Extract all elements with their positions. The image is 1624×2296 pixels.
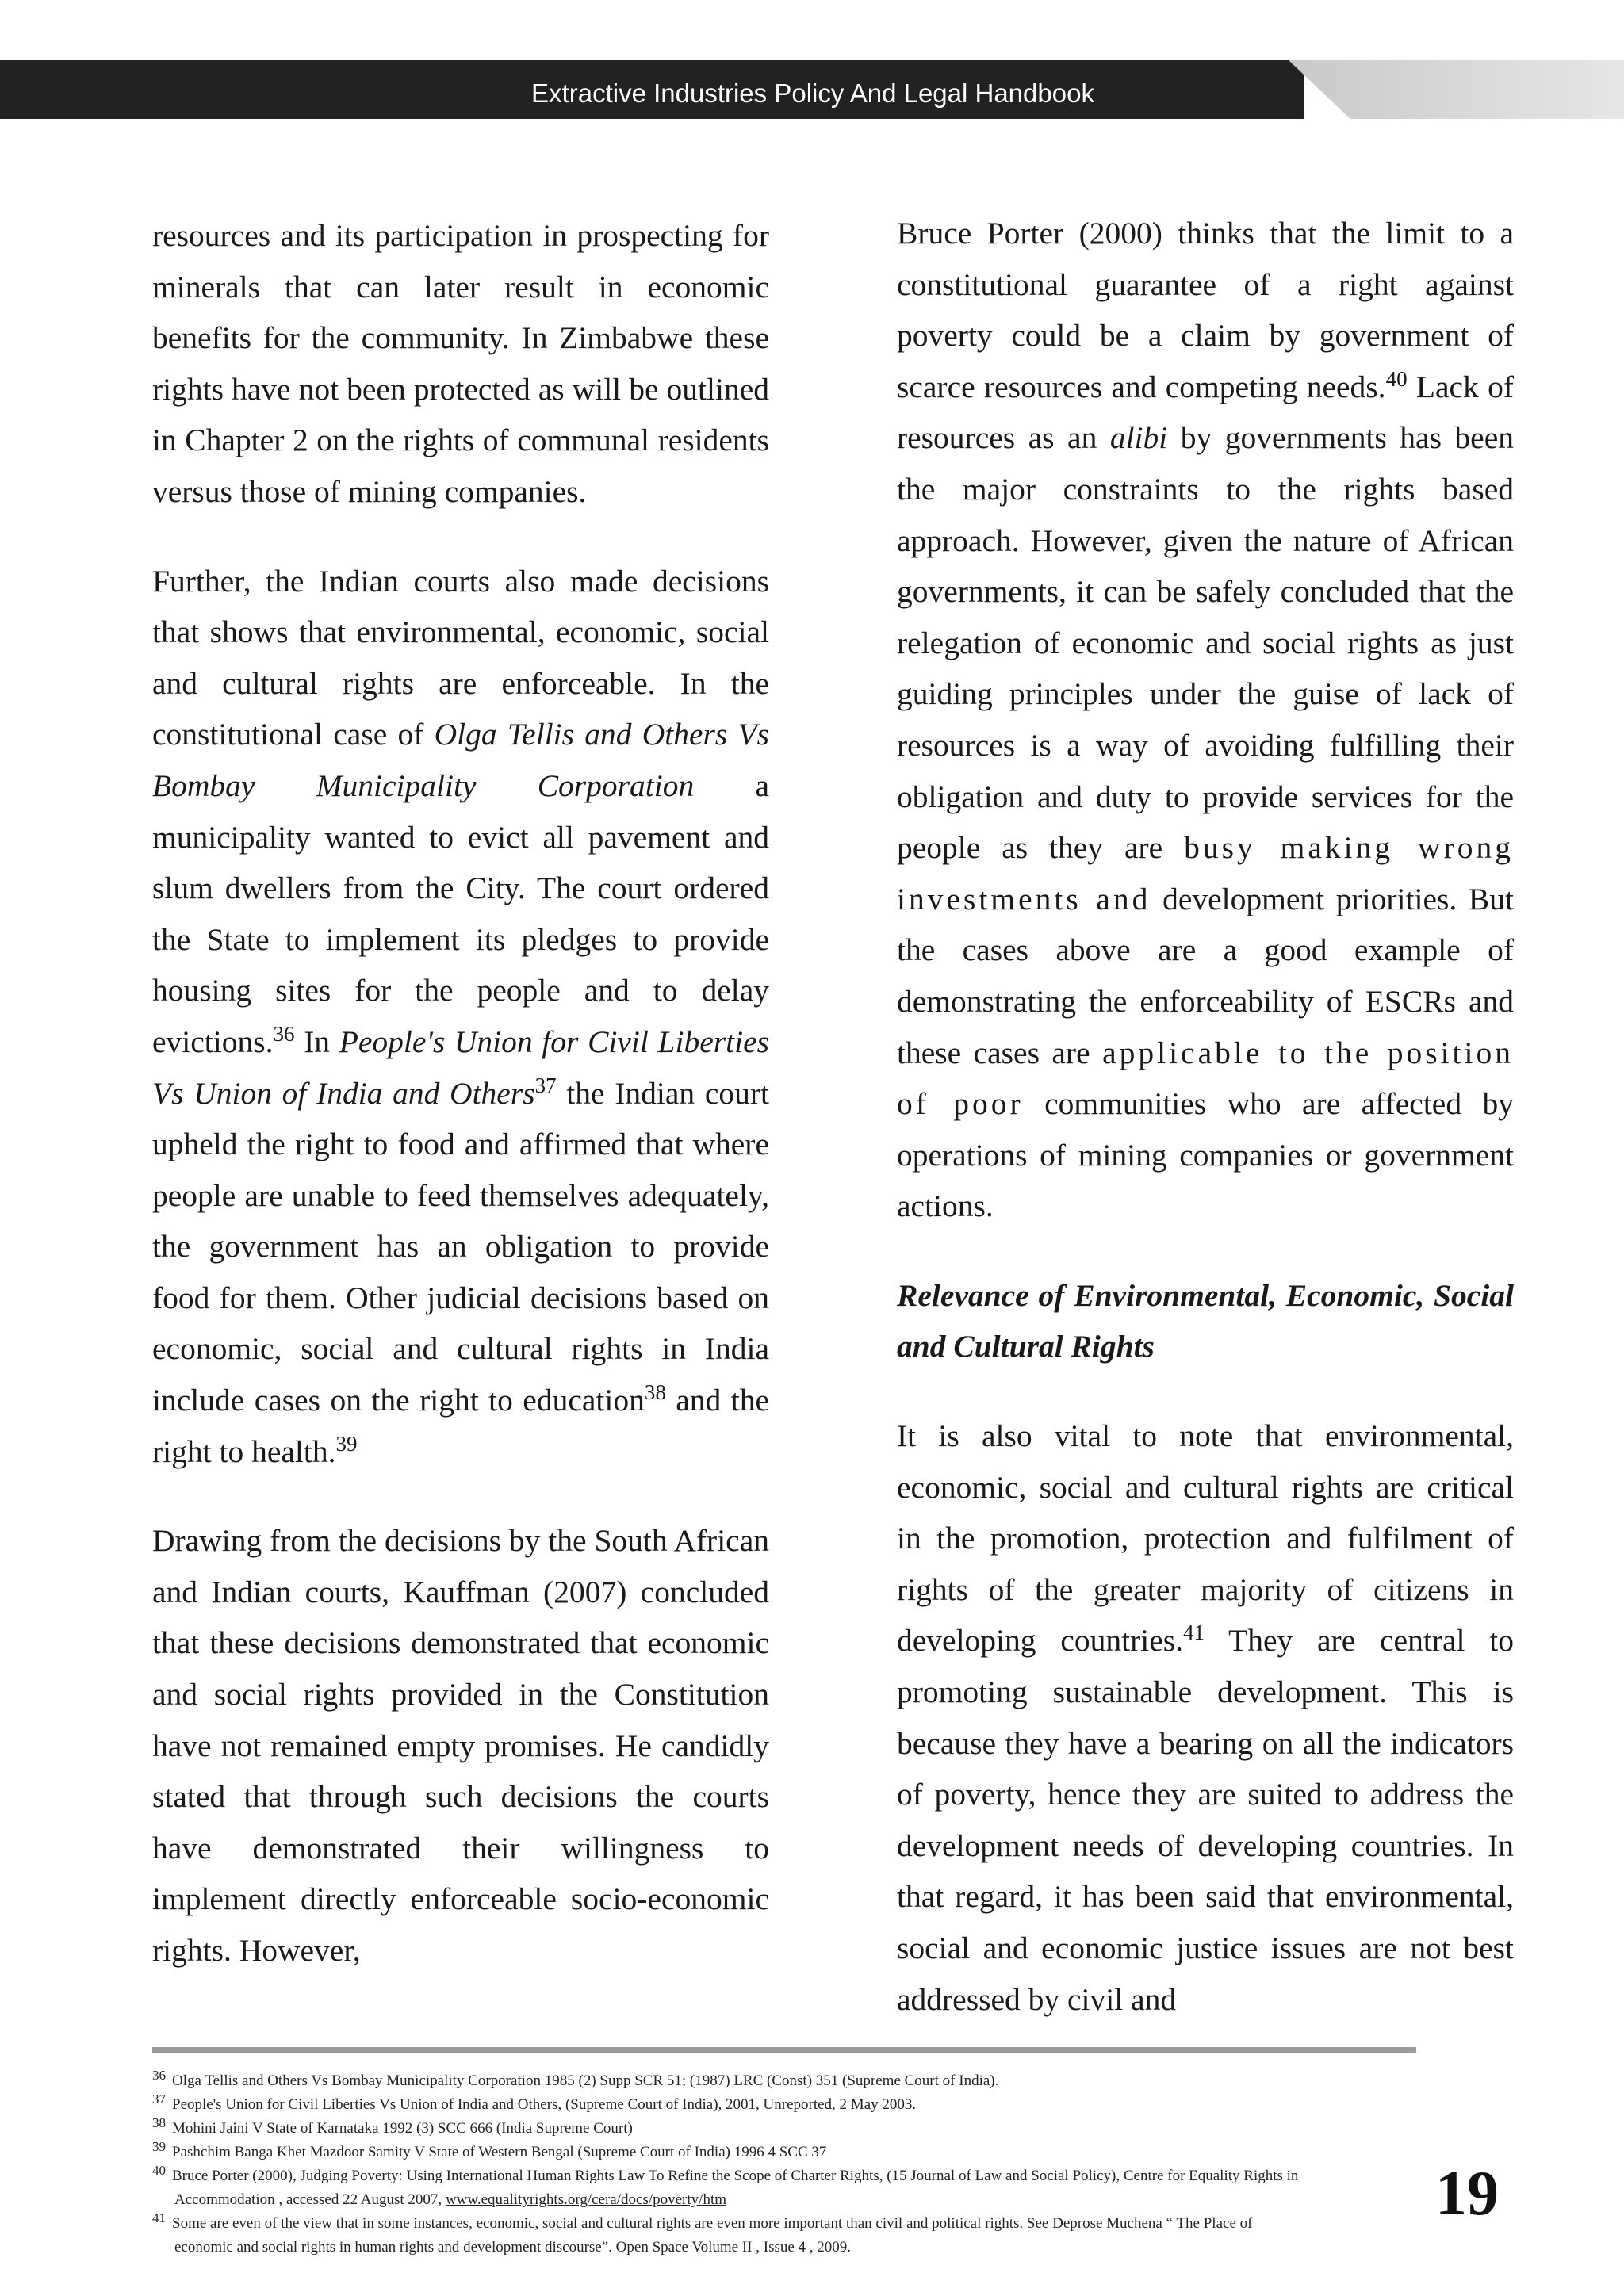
emphasis: alibi — [1109, 420, 1168, 456]
left-column — [152, 210, 769, 2015]
footnote-ref[interactable]: 38 — [644, 1380, 666, 1404]
footnote: $^{38}$ Mohini Jaini V State of Karnataka 1992 (3) SCC 666 (India Supreme Court) — [152, 2114, 633, 2137]
footnote: $^{36}$ Olga Tellis and Others Vs Bombay Municipality Corporation 1985 (2) Supp SCR 51; (1987) LRC (Const) 351 (Supreme Court of India). — [152, 2067, 999, 2089]
footnote: $^{40}$ Bruce Porter (2000), Judging Poverty: Using International Human Rights Law To Refine the Scope of Charter Rights, (15 Journal of Law and Social Policy), Centre for Equality Rights in — [152, 2162, 1299, 2184]
right-column — [897, 208, 1514, 2063]
footnote-ref[interactable]: 41 — [1182, 1621, 1205, 1645]
footnote-continuation: Accommodation , accessed 22 August 2007, www.equalityrights.org/cera/docs/poverty/htm — [174, 2191, 726, 2208]
footnote-ref[interactable]: 40 — [1385, 366, 1408, 391]
footnote-continuation: economic and social rights in human rights and development discourse”. Open Space Volume II , Issue 4 , 2009. — [174, 2239, 852, 2256]
handbook-title: Extractive Industries Policy And Legal Handbook — [531, 78, 1094, 108]
footnote: $^{41}$ Some are even of the view that in some instances, economic, social and cultural rights are even more important than civil and political rights. See Deprose Muchena “ The Place of — [152, 2210, 1253, 2232]
header-wedge — [1253, 60, 1304, 119]
footnote-ref[interactable]: 36 — [273, 1021, 295, 1046]
section-heading: Relevance of Environmental, Economic, Social and Cultural Rights — [897, 1277, 1514, 1364]
paragraph: Further, the Indian courts also made decisions that shows that environmental, economic, social and cultural rights are enforceable. In the constitutional case of Olga Tellis and Others Vs Bombay Municipality Corporation a municipality wanted to evict all pavement and slum dwellers from the City. The court ordered the State to implement its pledges to provide housing sites for the people and to delay evictions.$^{36}$ In People's Union for Civil Liberties Vs Union of India and Others$^{37}$ the Indian court upheld the right to food and affirmed that where people are unable to feed themselves adequately, the government has an obligation to provide food for them. Other judicial decisions based on economic, social and cultural rights in India include cases on the right to education$^{38}$ and the right to health.$^{39}$ — [152, 563, 769, 1469]
footnote-ref[interactable]: 37 — [534, 1073, 557, 1097]
paragraph: resources and its participation in prospecting for minerals that can later result in economic benefits for the community. In Zimbabwe these rights have not been protected as will be outlined in Chapter 2 on the rights of communal residents versus those of mining companies. — [152, 218, 769, 509]
page-number: 19 — [1435, 2159, 1499, 2229]
footnote-ref[interactable]: 39 — [335, 1431, 358, 1456]
paragraph: Drawing from the decisions by the South African and Indian courts, Kauffman (2007) concluded that these decisions demonstrated that economic and social rights provided in the Constitution have not remained empty promises. He candidly stated that through such decisions the courts have demonstrated their willingness to implement directly enforceable socio-economic rights. However, — [152, 1523, 769, 1968]
paragraph: It is also vital to note that environmental, economic, social and cultural rights are critical in the promotion, protection and fulfilment of rights of the greater majority of citizens in developing countries.$^{41}$ They are central to promoting sustainable development. This is because they have a bearing on all the indicators of poverty, hence they are suited to address the development needs of developing countries. In that regard, it has been said that environmental, social and economic justice issues are not best addressed by civil and — [897, 1418, 1514, 2017]
paragraph: Bruce Porter (2000) thinks that the limit to a constitutional guarantee of a right against poverty could be a claim by government of scarce resources and competing needs.$^{40}$ Lack of resources as an alibi by governments has been the major constraints to the rights based approach. However, given the nature of African governments, it can be safely concluded that the relegation of economic and social rights as just guiding principles under the guise of lack of resources is a way of avoiding fulfilling their obligation and duty to provide services for the people as they are busy making wrong investments and development priorities. But the cases above are a good example of demonstrating the enforceability of ESCRs and these cases are applicable to the position of poor communities who are affected by operations of mining companies or government actions. — [897, 216, 1515, 1224]
equalityrights-link[interactable]: www.equalityrights.org/cera/docs/poverty/htm — [445, 2191, 726, 2208]
footnote-rule — [152, 2047, 1416, 2053]
footnote: $^{37}$ People's Union for Civil Liberties Vs Union of India and Others, (Supreme Court of India), 2001, Unreported, 2 May 2003. — [152, 2091, 917, 2113]
footnote: $^{39}$ Pashchim Banga Khet Mazdoor Samity V State of Western Bengal (Supreme Court of India) 1996 4 SCC 37 — [152, 2138, 827, 2160]
case-name: Olga Tellis and Others Vs Bombay Municipality Corporation — [152, 717, 769, 803]
case-name: People's Union for Civil Liberties Vs Union of India and Others — [152, 1024, 769, 1111]
header-grey-band — [1289, 60, 1624, 119]
